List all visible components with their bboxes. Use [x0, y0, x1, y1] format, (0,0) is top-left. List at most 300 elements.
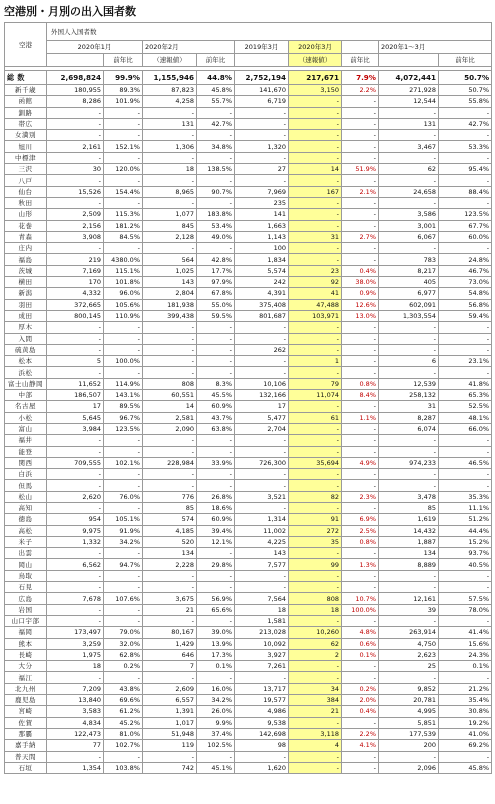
cell-mar-yoy: -	[342, 469, 379, 480]
cell-jan-2020: 219	[47, 254, 104, 265]
cell-feb-2020: 2,609	[143, 683, 197, 694]
cell-q1-yoy: 73.0%	[439, 277, 492, 288]
table-row	[5, 672, 492, 683]
cell-q1-yoy: 24.8%	[439, 254, 492, 265]
cell-jan-yoy: -	[104, 582, 143, 593]
cell-mar-2020: -	[289, 96, 342, 107]
cell-q1-2020: -	[379, 615, 439, 626]
cell-jan-yoy: 143.1%	[104, 390, 143, 401]
table-row	[5, 401, 492, 412]
cell-mar-2020: -	[289, 367, 342, 378]
cell-mar-2019: -	[235, 152, 289, 163]
cell-q1-2020: -	[379, 582, 439, 593]
cell-q1-2020: 9,852	[379, 683, 439, 694]
cell-q1-2020: -	[379, 570, 439, 581]
cell-mar-2019: 2,752,194	[235, 71, 289, 85]
cell-q1-2020: 783	[379, 254, 439, 265]
cell-q1-yoy: -	[439, 672, 492, 683]
airport-name: 成田	[5, 310, 47, 321]
cell-feb-2020: 1,429	[143, 638, 197, 649]
cell-q1-2020: 1,887	[379, 536, 439, 547]
cell-mar-2020: 79	[289, 378, 342, 389]
cell-mar-2019: 1,834	[235, 254, 289, 265]
cell-mar-yoy: -	[342, 197, 379, 208]
cell-mar-2019: -	[235, 118, 289, 129]
header-mar-2019: 2019年3月	[235, 41, 289, 54]
cell-q1-yoy: 40.5%	[439, 559, 492, 570]
cell-jan-2020: 5	[47, 356, 104, 367]
table-row-total	[5, 71, 492, 85]
cell-jan-yoy: 101.9%	[104, 96, 143, 107]
cell-feb-2020: 80,167	[143, 627, 197, 638]
table-row	[5, 254, 492, 265]
cell-q1-yoy: 21.2%	[439, 683, 492, 694]
cell-feb-2020: 14	[143, 401, 197, 412]
table-row	[5, 96, 492, 107]
cell-feb-yoy: 60.9%	[197, 401, 235, 412]
cell-jan-2020: 77	[47, 740, 104, 751]
table-row	[5, 152, 492, 163]
cell-feb-2020: 228,984	[143, 457, 197, 468]
airport-name: 八戸	[5, 175, 47, 186]
cell-mar-2020: -	[289, 118, 342, 129]
cell-jan-2020: 18	[47, 661, 104, 672]
cell-q1-2020: -	[379, 751, 439, 762]
cell-mar-2020: 384	[289, 695, 342, 706]
cell-q1-2020: 3,586	[379, 209, 439, 220]
cell-mar-yoy: -	[342, 209, 379, 220]
airport-name: 釧路	[5, 107, 47, 118]
cell-jan-2020: -	[47, 107, 104, 118]
cell-mar-2019: 242	[235, 277, 289, 288]
cell-feb-2020: 520	[143, 536, 197, 547]
table-row	[5, 344, 492, 355]
cell-jan-yoy: 34.2%	[104, 536, 143, 547]
cell-q1-2020: 263,914	[379, 627, 439, 638]
cell-jan-2020: 186,507	[47, 390, 104, 401]
cell-feb-2020: -	[143, 175, 197, 186]
cell-feb-2020: 845	[143, 220, 197, 231]
cell-q1-yoy: -	[439, 570, 492, 581]
cell-q1-2020: -	[379, 197, 439, 208]
table-row	[5, 435, 492, 446]
cell-q1-yoy: 53.3%	[439, 141, 492, 152]
cell-mar-2019: 10,106	[235, 378, 289, 389]
cell-q1-2020: 12,161	[379, 593, 439, 604]
airport-name: 羽田	[5, 299, 47, 310]
cell-mar-yoy: -	[342, 446, 379, 457]
cell-mar-yoy: 2.7%	[342, 231, 379, 242]
cell-mar-2020: -	[289, 502, 342, 513]
cell-jan-yoy: 45.2%	[104, 717, 143, 728]
cell-jan-yoy: 100.0%	[104, 356, 143, 367]
cell-q1-2020: 85	[379, 502, 439, 513]
cell-feb-2020: 7	[143, 661, 197, 672]
cell-q1-yoy: 56.8%	[439, 299, 492, 310]
cell-feb-yoy: 42.8%	[197, 254, 235, 265]
cell-jan-yoy: 84.5%	[104, 231, 143, 242]
cell-mar-yoy: -	[342, 570, 379, 581]
cell-q1-yoy: 55.8%	[439, 96, 492, 107]
cell-mar-yoy: -	[342, 220, 379, 231]
airport-name: 大分	[5, 661, 47, 672]
cell-jan-2020: -	[47, 570, 104, 581]
cell-jan-2020: -	[47, 548, 104, 559]
airport-name: 石垣	[5, 762, 47, 773]
cell-feb-yoy: -	[197, 344, 235, 355]
table-row	[5, 175, 492, 186]
cell-q1-yoy: -	[439, 751, 492, 762]
airport-name: 松山	[5, 491, 47, 502]
cell-q1-2020: 4,995	[379, 706, 439, 717]
cell-q1-yoy: 41.0%	[439, 728, 492, 739]
cell-jan-2020: 2,161	[47, 141, 104, 152]
cell-q1-yoy: -	[439, 243, 492, 254]
table-row	[5, 310, 492, 321]
cell-q1-yoy: -	[439, 615, 492, 626]
airport-name: 三沢	[5, 164, 47, 175]
cell-mar-yoy: -	[342, 175, 379, 186]
cell-mar-2019: 1,581	[235, 615, 289, 626]
cell-q1-yoy: 95.4%	[439, 164, 492, 175]
table-row	[5, 390, 492, 401]
table-row	[5, 378, 492, 389]
cell-jan-2020: -	[47, 582, 104, 593]
cell-q1-2020: 131	[379, 118, 439, 129]
cell-jan-2020: 17	[47, 401, 104, 412]
cell-mar-yoy: 38.0%	[342, 277, 379, 288]
cell-mar-2019: 143	[235, 548, 289, 559]
cell-feb-yoy: 29.8%	[197, 559, 235, 570]
cell-feb-yoy: 18.6%	[197, 502, 235, 513]
cell-mar-yoy: -	[342, 751, 379, 762]
cell-jan-2020: 30	[47, 164, 104, 175]
cell-mar-2020: 31	[289, 231, 342, 242]
cell-mar-2019: 213,028	[235, 627, 289, 638]
cell-jan-2020: 2,509	[47, 209, 104, 220]
cell-mar-yoy: -	[342, 243, 379, 254]
cell-q1-yoy: 44.4%	[439, 525, 492, 536]
cell-mar-2020: 91	[289, 514, 342, 525]
cell-mar-yoy: -	[342, 548, 379, 559]
cell-mar-yoy: -	[342, 130, 379, 141]
cell-q1-2020: 177,539	[379, 728, 439, 739]
table-row	[5, 536, 492, 547]
cell-q1-yoy: 60.0%	[439, 231, 492, 242]
cell-q1-2020: 39	[379, 604, 439, 615]
table-row	[5, 683, 492, 694]
cell-feb-2020: -	[143, 197, 197, 208]
table-row	[5, 333, 492, 344]
cell-jan-2020: -	[47, 446, 104, 457]
cell-mar-2020: -	[289, 107, 342, 118]
cell-q1-2020: -	[379, 175, 439, 186]
cell-mar-2019: -	[235, 356, 289, 367]
airport-name: 那覇	[5, 728, 47, 739]
cell-jan-2020: 3,984	[47, 423, 104, 434]
cell-mar-yoy: 4.8%	[342, 627, 379, 638]
cell-q1-2020: 6,067	[379, 231, 439, 242]
cell-q1-2020: 974,233	[379, 457, 439, 468]
table-row	[5, 265, 492, 276]
cell-mar-2019: 141	[235, 209, 289, 220]
cell-feb-yoy: 60.9%	[197, 514, 235, 525]
cell-mar-2019: 7,969	[235, 186, 289, 197]
cell-q1-2020: 12,544	[379, 96, 439, 107]
table-row	[5, 322, 492, 333]
cell-mar-2019: -	[235, 107, 289, 118]
cell-jan-yoy: -	[104, 322, 143, 333]
cell-jan-yoy: 115.3%	[104, 209, 143, 220]
table-row	[5, 107, 492, 118]
cell-feb-yoy: 9.9%	[197, 717, 235, 728]
airport-name: 福島	[5, 254, 47, 265]
cell-jan-2020: -	[47, 197, 104, 208]
cell-q1-2020: 20,781	[379, 695, 439, 706]
cell-feb-2020: -	[143, 570, 197, 581]
cell-mar-yoy: -	[342, 118, 379, 129]
table-row	[5, 740, 492, 751]
cell-feb-yoy: 65.6%	[197, 604, 235, 615]
cell-mar-2019: 235	[235, 197, 289, 208]
cell-mar-2019: 10,092	[235, 638, 289, 649]
cell-feb-yoy: 0.1%	[197, 661, 235, 672]
cell-mar-2020: 11,074	[289, 390, 342, 401]
cell-mar-yoy: 2.1%	[342, 186, 379, 197]
table-row	[5, 480, 492, 491]
cell-feb-yoy: -	[197, 107, 235, 118]
cell-mar-yoy: 2.2%	[342, 85, 379, 96]
cell-q1-yoy: 41.4%	[439, 627, 492, 638]
cell-jan-2020: 2,698,824	[47, 71, 104, 85]
cell-feb-2020: -	[143, 107, 197, 118]
cell-q1-2020: 271,928	[379, 85, 439, 96]
cell-jan-yoy: -	[104, 435, 143, 446]
cell-feb-yoy: -	[197, 582, 235, 593]
cell-feb-yoy: -	[197, 367, 235, 378]
cell-jan-2020: -	[47, 502, 104, 513]
airport-name: 中部	[5, 390, 47, 401]
cell-mar-2019: 4,225	[235, 536, 289, 547]
table-row	[5, 356, 492, 367]
cell-jan-yoy: 154.4%	[104, 186, 143, 197]
cell-feb-2020: -	[143, 344, 197, 355]
cell-mar-2020: 808	[289, 593, 342, 604]
cell-jan-yoy: 94.7%	[104, 559, 143, 570]
cell-feb-2020: 8,965	[143, 186, 197, 197]
header-q1-yoy: 前年比	[439, 54, 492, 67]
cell-jan-2020: -	[47, 480, 104, 491]
cell-feb-2020: -	[143, 367, 197, 378]
cell-mar-2020: -	[289, 401, 342, 412]
cell-jan-yoy: 105.1%	[104, 514, 143, 525]
header-mar-blank	[342, 41, 379, 54]
airport-name: 関西	[5, 457, 47, 468]
table-row	[5, 514, 492, 525]
cell-jan-yoy: 110.9%	[104, 310, 143, 321]
airport-name: 石見	[5, 582, 47, 593]
cell-mar-2019: 4,986	[235, 706, 289, 717]
cell-q1-yoy: 88.4%	[439, 186, 492, 197]
cell-q1-2020: 134	[379, 548, 439, 559]
airport-name: 能登	[5, 446, 47, 457]
cell-feb-2020: -	[143, 333, 197, 344]
cell-q1-yoy: -	[439, 435, 492, 446]
cell-mar-2020: -	[289, 582, 342, 593]
cell-jan-yoy: 105.6%	[104, 299, 143, 310]
cell-feb-2020: 87,823	[143, 85, 197, 96]
cell-mar-2019: 19,577	[235, 695, 289, 706]
cell-mar-yoy: 2.2%	[342, 728, 379, 739]
cell-mar-yoy: 100.0%	[342, 604, 379, 615]
cell-feb-yoy: 39.4%	[197, 525, 235, 536]
table-row	[5, 762, 492, 773]
cell-feb-yoy: 55.0%	[197, 299, 235, 310]
cell-mar-yoy: -	[342, 333, 379, 344]
table-row	[5, 559, 492, 570]
header-q1-value-blank	[379, 54, 439, 67]
cell-q1-2020: 258,132	[379, 390, 439, 401]
cell-q1-yoy: 54.8%	[439, 288, 492, 299]
table-row	[5, 582, 492, 593]
cell-mar-2020: -	[289, 152, 342, 163]
cell-feb-yoy: -	[197, 152, 235, 163]
cell-q1-yoy: -	[439, 175, 492, 186]
cell-jan-yoy: 152.1%	[104, 141, 143, 152]
cell-q1-2020: -	[379, 344, 439, 355]
cell-q1-yoy: 46.5%	[439, 457, 492, 468]
cell-q1-yoy: 67.7%	[439, 220, 492, 231]
cell-jan-2020: 1,332	[47, 536, 104, 547]
cell-jan-yoy: 69.6%	[104, 695, 143, 706]
cell-mar-2020: -	[289, 672, 342, 683]
cell-jan-2020: 5,645	[47, 412, 104, 423]
cell-mar-2019: 5,477	[235, 412, 289, 423]
cell-mar-2019: -	[235, 582, 289, 593]
cell-mar-2019: 262	[235, 344, 289, 355]
cell-mar-2020: 23	[289, 265, 342, 276]
cell-feb-yoy: 12.1%	[197, 536, 235, 547]
cell-feb-2020: 85	[143, 502, 197, 513]
cell-feb-yoy: 37.4%	[197, 728, 235, 739]
cell-feb-yoy: -	[197, 435, 235, 446]
airport-name: 旭川	[5, 141, 47, 152]
airport-name: 新潟	[5, 288, 47, 299]
airport-name: 女満別	[5, 130, 47, 141]
cell-feb-2020: 399,438	[143, 310, 197, 321]
cell-jan-2020: 1,354	[47, 762, 104, 773]
cell-jan-yoy: -	[104, 548, 143, 559]
cell-q1-2020: -	[379, 446, 439, 457]
cell-q1-2020: 62	[379, 164, 439, 175]
table-row	[5, 525, 492, 536]
table-row	[5, 186, 492, 197]
cell-q1-2020: -	[379, 130, 439, 141]
cell-q1-yoy: -	[439, 107, 492, 118]
cell-mar-2019: -	[235, 435, 289, 446]
cell-q1-2020: -	[379, 152, 439, 163]
cell-feb-yoy: -	[197, 570, 235, 581]
cell-jan-2020: 180,955	[47, 85, 104, 96]
header-mar20-prelim: （速報値）	[289, 54, 342, 67]
cell-feb-yoy: -	[197, 130, 235, 141]
airport-name: 入間	[5, 333, 47, 344]
cell-q1-2020: 24,658	[379, 186, 439, 197]
cell-jan-yoy: -	[104, 469, 143, 480]
cell-mar-2020: -	[289, 435, 342, 446]
cell-mar-2019: 7,261	[235, 661, 289, 672]
cell-mar-yoy: 6.9%	[342, 514, 379, 525]
cell-jan-2020: 170	[47, 277, 104, 288]
airport-name: 普天間	[5, 751, 47, 762]
cell-feb-2020: 1,025	[143, 265, 197, 276]
airport-name: 白浜	[5, 469, 47, 480]
table-row	[5, 220, 492, 231]
cell-jan-2020: -	[47, 130, 104, 141]
cell-q1-2020: 8,217	[379, 265, 439, 276]
cell-q1-yoy: 19.2%	[439, 717, 492, 728]
cell-mar-2019: -	[235, 751, 289, 762]
airport-name: 帯広	[5, 118, 47, 129]
cell-feb-yoy: 102.5%	[197, 740, 235, 751]
cell-jan-yoy: 115.1%	[104, 265, 143, 276]
cell-feb-yoy: 45.8%	[197, 85, 235, 96]
cell-q1-2020: -	[379, 107, 439, 118]
cell-feb-yoy: 43.7%	[197, 412, 235, 423]
cell-mar-yoy: -	[342, 717, 379, 728]
cell-feb-2020: 143	[143, 277, 197, 288]
cell-mar-2020: 217,671	[289, 71, 342, 85]
table-row	[5, 695, 492, 706]
cell-mar-yoy: -	[342, 615, 379, 626]
cell-jan-yoy: 181.2%	[104, 220, 143, 231]
header-q1-2020: 2020年1〜3月	[379, 41, 492, 54]
cell-mar-2019: 6,719	[235, 96, 289, 107]
cell-feb-2020: 742	[143, 762, 197, 773]
airport-name: 中標津	[5, 152, 47, 163]
airport-name: 富士山静岡	[5, 378, 47, 389]
cell-feb-2020: -	[143, 152, 197, 163]
cell-jan-2020: -	[47, 751, 104, 762]
airport-name: 岡山	[5, 559, 47, 570]
cell-jan-yoy: 0.2%	[104, 661, 143, 672]
airport-name: 北九州	[5, 683, 47, 694]
cell-q1-yoy: 52.5%	[439, 401, 492, 412]
cell-jan-2020: -	[47, 367, 104, 378]
cell-q1-2020: -	[379, 243, 439, 254]
cell-feb-2020: 2,804	[143, 288, 197, 299]
cell-q1-yoy: 50.7%	[439, 71, 492, 85]
airport-name: 新千歳	[5, 85, 47, 96]
airport-name: 山口宇部	[5, 615, 47, 626]
cell-mar-2019: 132,166	[235, 390, 289, 401]
cell-feb-yoy: 26.8%	[197, 491, 235, 502]
cell-mar-yoy: -	[342, 423, 379, 434]
cell-jan-yoy: 32.0%	[104, 638, 143, 649]
cell-jan-yoy: -	[104, 615, 143, 626]
cell-jan-2020: 3,583	[47, 706, 104, 717]
cell-jan-2020: 2,620	[47, 491, 104, 502]
cell-feb-2020: -	[143, 243, 197, 254]
cell-feb-yoy: 97.9%	[197, 277, 235, 288]
cell-mar-yoy: -	[342, 435, 379, 446]
cell-feb-2020: -	[143, 615, 197, 626]
cell-feb-2020: 2,228	[143, 559, 197, 570]
airport-name: 高知	[5, 502, 47, 513]
cell-feb-2020: 21	[143, 604, 197, 615]
cell-mar-2020: -	[289, 254, 342, 265]
cell-mar-yoy: -	[342, 401, 379, 412]
